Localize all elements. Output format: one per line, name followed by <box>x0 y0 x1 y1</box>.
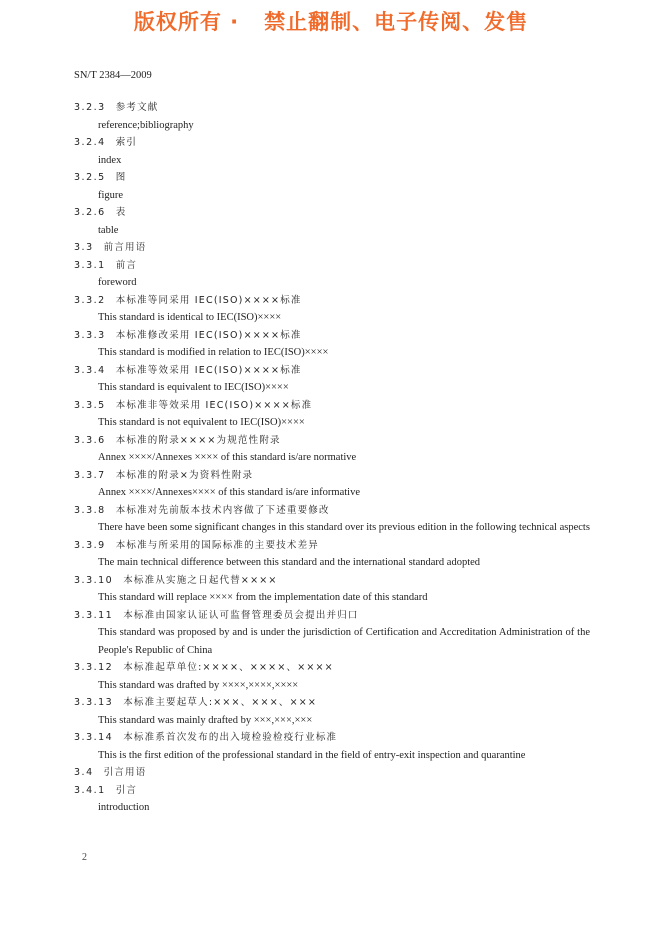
clause-number: 3.3.4 <box>74 364 106 376</box>
clause-number: 3.3.11 <box>74 609 114 621</box>
clause-heading <box>74 204 590 222</box>
clause-translation-en: figure <box>98 189 124 201</box>
clause-translation-en: This standard is not equivalent to IEC(ISO)×××× <box>98 417 305 428</box>
clause-number: 3.3 <box>74 242 94 253</box>
clause-heading <box>74 169 590 187</box>
clause-title-zh: 参考文献 <box>115 102 159 113</box>
clause-heading <box>74 134 590 152</box>
clause-translation-en: This standard is equivalent to IEC(ISO)×××× <box>98 382 289 393</box>
clause-number: 3.3.2 <box>74 294 106 306</box>
clause-number: 3.2.6 <box>74 207 106 218</box>
terms-list <box>74 99 590 817</box>
clause-title-zh: 本标准等效采用 IEC(ISO)××××标准 <box>115 364 302 376</box>
clause-title-zh: 本标准从实施之日起代替×××× <box>123 574 278 586</box>
clause-number: 3.2.5 <box>74 172 106 183</box>
clause-translation-en: This standard was mainly drafted by ×××,×××,××× <box>98 714 313 726</box>
clause-number: 3.3.9 <box>74 539 106 551</box>
clause-number: 3.4.1 <box>74 784 106 796</box>
clause-number: 3.2.4 <box>74 137 106 148</box>
clause-number: 3.3.8 <box>74 504 106 516</box>
clause-title-zh: 本标准由国家认证认可监督管理委员会提出并归口 <box>123 609 359 621</box>
clause-title-zh: 本标准修改采用 IEC(ISO)××××标准 <box>115 329 302 341</box>
clause-heading <box>74 694 590 712</box>
clause-translation-en: reference;bibliography <box>98 119 194 131</box>
clause-number: 3.3.14 <box>74 732 114 743</box>
clause-translation-en: table <box>98 224 119 236</box>
clause-title-zh: 引言用语 <box>103 767 147 778</box>
clause-translation-en: This standard is identical to IEC(ISO)×××× <box>98 312 282 323</box>
clause-title-zh: 本标准的附录××××为规范性附录 <box>115 434 281 446</box>
clause-title-zh: 图 <box>115 172 127 183</box>
clause-heading <box>74 537 590 555</box>
clause-translation-en: This is the first edition of the professional standard in the field of entry-exit inspection and quarantine <box>98 749 526 761</box>
clause-title-zh: 本标准起草单位:××××、××××、×××× <box>123 662 334 673</box>
clause-title-zh: 本标准非等效采用 IEC(ISO)××××标准 <box>115 399 313 411</box>
clause-heading <box>74 292 590 310</box>
clause-heading <box>74 659 590 677</box>
clause-translation-en: This standard was drafted by ××××,××××,×××× <box>98 679 299 691</box>
clause-translation-en: foreword <box>98 277 137 288</box>
clause-translation-en: Annex ××××/Annexes×××× of this standard is/are informative <box>98 487 360 498</box>
clause-title-zh: 本标准系首次发布的出入境检验检疫行业标准 <box>123 732 338 743</box>
clause-heading <box>74 362 590 380</box>
clause-heading <box>74 99 590 117</box>
clause-heading <box>74 607 590 625</box>
clause-heading <box>74 432 590 450</box>
clause-number: 3.3.5 <box>74 399 106 411</box>
copyright-watermark: 版权所有 · 禁止翻制、电子传阅、发售 <box>133 10 529 34</box>
clause-title-zh: 本标准的附录×为资料性附录 <box>115 469 254 481</box>
standard-code: SN/T 2384—2009 <box>74 70 152 81</box>
clause-translation-en: Annex ××××/Annexes ×××× of this standard is/are normative <box>98 452 357 463</box>
clause-translation-en: This standard will replace ×××× from the implementation date of this standard <box>98 592 428 603</box>
clause-title-zh: 前言 <box>115 259 138 271</box>
clause-number: 3.3.10 <box>74 574 114 586</box>
clause-heading <box>74 239 590 257</box>
clause-number: 3.2.3 <box>74 102 106 113</box>
clause-heading <box>74 467 590 485</box>
clause-number: 3.3.7 <box>74 469 106 481</box>
page-number: 2 <box>82 852 87 863</box>
clause-heading <box>74 782 590 800</box>
clause-title-zh: 本标准等同采用 IEC(ISO)××××标准 <box>115 294 302 306</box>
clause-heading <box>74 502 590 520</box>
clause-heading <box>74 572 590 590</box>
clause-translation-en: index <box>98 154 122 166</box>
clause-number: 3.3.12 <box>74 662 114 673</box>
clause-title-zh: 本标准与所采用的国际标准的主要技术差异 <box>115 539 319 551</box>
clause-title-zh: 表 <box>115 207 127 218</box>
clause-number: 3.3.6 <box>74 434 106 446</box>
clause-title-zh: 引言 <box>115 784 138 796</box>
clause-translation-en: This standard is modified in relation to IEC(ISO)×××× <box>98 347 329 358</box>
clause-number: 3.3.1 <box>74 259 106 271</box>
clause-translation-en: introduction <box>98 802 150 813</box>
clause-title-zh: 索引 <box>115 137 138 148</box>
clause-title-zh: 本标准对先前版本技术内容做了下述重要修改 <box>115 504 330 516</box>
clause-title-zh: 本标准主要起草人:×××、×××、××× <box>123 697 318 708</box>
clause-number: 3.3.13 <box>74 697 114 708</box>
clause-heading <box>74 327 590 345</box>
clause-heading <box>74 729 590 747</box>
clause-heading <box>74 397 590 415</box>
clause-number: 3.4 <box>74 767 94 778</box>
clause-translation-en: There have been some significant changes in this standard over its previous edition in the following technical aspects <box>98 522 590 533</box>
clause-heading <box>74 257 590 275</box>
clause-translation-en: This standard was proposed by and is under the jurisdiction of Certification and Accreditation Administration of the People's Republic of China <box>98 627 590 656</box>
clause-title-zh: 前言用语 <box>103 242 147 253</box>
clause-number: 3.3.3 <box>74 329 106 341</box>
clause-translation-en: The main technical difference between this standard and the international standard adopted <box>98 557 481 568</box>
clause-heading <box>74 764 590 782</box>
